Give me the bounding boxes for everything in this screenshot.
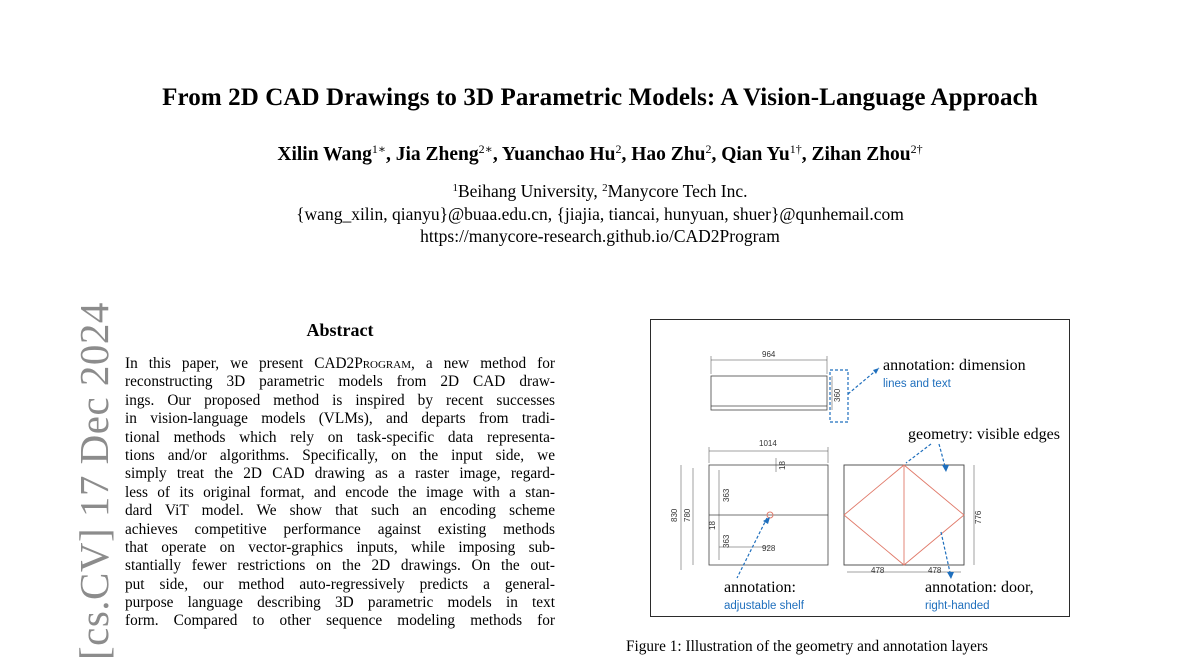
author-mark: 2† (910, 142, 923, 156)
annotation-door-line2: right-handed (925, 600, 990, 612)
dim-lower-shelf: 363 (722, 534, 731, 548)
author: Yuanchao Hu (501, 144, 616, 165)
author: Qian Yu (721, 144, 790, 165)
dim-front-width: 1014 (759, 439, 777, 448)
paper-title: From 2D CAD Drawings to 3D Parametric Models: A Vision-Language Approach (162, 84, 1038, 111)
arrow-icon (873, 368, 879, 374)
dim-small-b: 18 (778, 461, 787, 470)
front-view (681, 447, 828, 570)
author-mark: 2 (615, 142, 622, 156)
dim-door-left: 478 (871, 566, 885, 575)
abstract-line: less of its original format, and encode the image with a stan- (125, 483, 555, 501)
abstract-line: ings. Our proposed method is inspired by recent successes (125, 391, 555, 409)
dim-small-a: 18 (708, 521, 717, 530)
top-view (711, 356, 832, 410)
abstract-line: achieves competitive performance against existing methods (125, 520, 555, 538)
arrow-icon (947, 572, 954, 579)
dim-shelf-depth: 928 (762, 544, 776, 553)
cad-drawing (651, 320, 1068, 615)
abstract-heading: Abstract (306, 320, 374, 340)
affiliation-mark: 1 (452, 182, 458, 194)
affiliation: Manycore Tech Inc. (607, 181, 748, 201)
author-mark: 2 (705, 142, 712, 156)
dim-upper-shelf: 363 (722, 488, 731, 502)
abstract-line: stantially fewer restrictions on the 2D drawings. On the out- (125, 557, 555, 575)
abstract-line: tional methods which rely on task-specific data representa- (125, 428, 555, 446)
author-mark: 2∗ (478, 142, 493, 156)
arxiv-stamp (24, 300, 117, 660)
abstract-line: dard ViT model. We show that such an encoding scheme (125, 502, 555, 520)
dim-overall-height: 830 (670, 508, 679, 522)
author: Jia Zheng (395, 144, 479, 165)
abstract-line: that operate on vector-graphics inputs, while imposing sub- (125, 538, 555, 556)
author: Hao Zhu (631, 144, 706, 165)
annotation-shelf: annotation: (724, 579, 796, 596)
door-leader (941, 532, 951, 577)
affiliations: $^1$Beihang University, $^2$Manycore Tech Inc. (452, 181, 748, 201)
arrow-icon (942, 465, 949, 472)
method-name: CAD2Program (314, 355, 411, 372)
author-mark: 1† (789, 142, 802, 156)
dim-top-depth: 360 (833, 388, 842, 402)
annotation-geometry: geometry: visible edges (908, 426, 1060, 443)
annotation-dimension-line2: lines and text (883, 378, 951, 390)
author-list: Xilin Wang$^{1∗}$, Jia Zheng$^{2∗}$, Yuanchao Hu$^2$, Hao Zhu$^2$, Qian $Yu^{1\dagger}$, Zihan Zhou$^{2\dagger}$ (277, 142, 923, 165)
abstract-line: tions and/or algorithms. Specifically, on the input side, we (125, 446, 555, 464)
dimension-leader (848, 368, 879, 394)
author: Xilin Wang (277, 144, 372, 165)
annotation-shelf-line2: adjustable shelf (724, 600, 804, 612)
door-view (844, 465, 974, 572)
author-mark: 1∗ (371, 142, 386, 156)
arxiv-stamp-text: [cs.CV] 17 Dec 2024 (71, 302, 117, 660)
annotation-dimension: annotation: dimension (883, 357, 1026, 374)
figure-1 (650, 319, 1070, 617)
project-url[interactable]: https://manycore-research.github.io/CAD2Program (420, 226, 780, 246)
affiliation: Beihang University (457, 181, 594, 201)
abstract-line: reconstructing 3D parametric models from 2D CAD draw- (125, 373, 555, 391)
dim-door-right: 478 (928, 566, 942, 575)
author-emails: {wang_xilin, qianyu}@buaa.edu.cn, {jiajia, tiancai, hunyuan, shuer}@qunhemail.com (296, 204, 904, 224)
dim-inner-height: 780 (683, 508, 692, 522)
dim-top-width: 964 (762, 350, 776, 359)
abstract-body (125, 355, 555, 631)
affiliation-mark: 2 (602, 182, 608, 194)
abstract-line: put side, our method auto-regressively predicts a general- (125, 575, 555, 593)
annotation-door: annotation: door, (925, 579, 1034, 596)
abstract-line: simply treat the 2D CAD drawing as a raster image, regard- (125, 465, 555, 483)
abstract-line: purpose language describing 3D parametric models in text (125, 594, 555, 612)
abstract-line: In this paper, we present CAD2Program, a new method for (125, 355, 555, 372)
abstract-line: form. Compared to other sequence modeling methods for (125, 612, 555, 630)
figure-caption: Figure 1: Illustration of the geometry and annotation layers (626, 638, 988, 655)
dim-side-height: 776 (974, 510, 983, 524)
author: Zihan Zhou (811, 144, 911, 165)
geometry-leader-left (906, 444, 931, 463)
abstract-line: in vision-language models (VLMs), and departs from tradi- (125, 410, 555, 428)
